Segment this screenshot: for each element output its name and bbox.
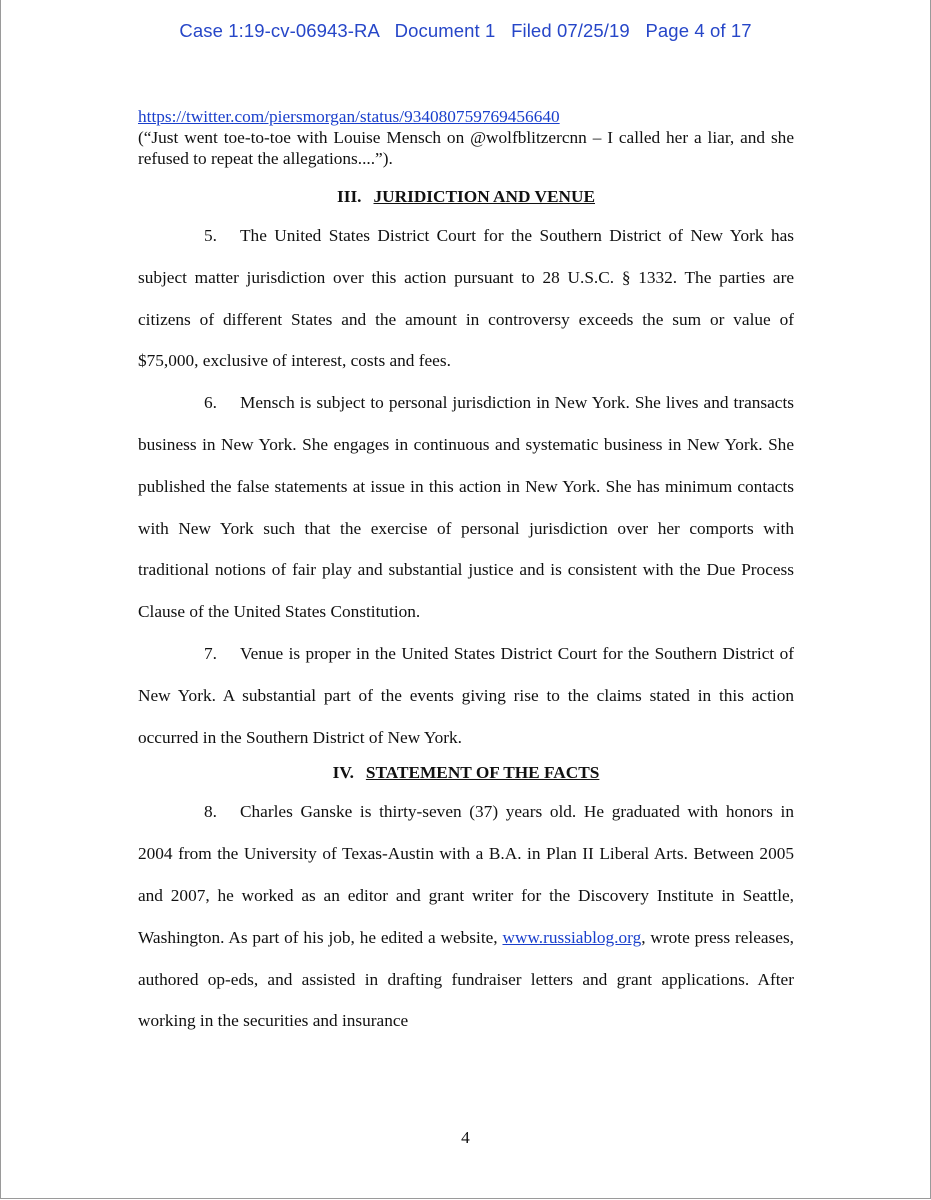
paragraph-number: 6.: [204, 393, 217, 413]
section-title: STATEMENT OF THE FACTS: [365, 763, 600, 783]
paragraph-text: Venue is proper in the United States District Court for the Southern District of New York. A substantial part of the events giving rise to the claims stated in this action occurred in the Southern District of New York.: [138, 643, 794, 747]
paragraph-6: [138, 382, 794, 633]
document-body: [138, 106, 794, 1042]
paragraph-text: The United States District Court for the Southern District of New York has subject matter jurisdiction over this action pursuant to 28 U.S.C. § 1332. The parties are citizens of different States and the amount in controversy exceeds the sum or value of $75,000, exclusive of interest, costs and fees.: [138, 226, 794, 371]
russiablog-link[interactable]: www.russiablog.org: [502, 927, 642, 947]
paragraph-number: 5.: [204, 226, 217, 245]
tweet-citation: [138, 106, 794, 127]
paragraph-text: Charles Ganske is thirty-seven (37) years old. He graduated with honors in 2004 from the University of Texas-Austin with a B.A. in Plan II Liberal Arts. Between 2005 and 2007, he worked as an editor and grant writer for the Discovery Institute in Seattle, Washington. As part of his job, he edited a website,: [138, 802, 794, 947]
section-title: JURIDICTION AND VENUE: [373, 187, 595, 206]
section-number: IV.: [332, 763, 354, 783]
section-number: III.: [337, 187, 362, 206]
tweet-link[interactable]: https://twitter.com/piersmorgan/status/934080759769456640: [138, 107, 560, 126]
section-heading-jurisdiction: [138, 186, 794, 208]
paragraph-7: [138, 633, 794, 758]
page-number: 4: [461, 1128, 470, 1147]
paragraph-text: Mensch is subject to personal jurisdiction in New York. She lives and transacts business in New York. She engages in continuous and systematic business in New York. She published the false statements at issue in this action in New York. She has minimum contacts with New York such that the exercise of personal jurisdiction over her comports with traditional notions of fair play and substantial justice and is consistent with the Due Process Clause of the United States Constitution.: [138, 393, 794, 622]
case-header: Case 1:19-cv-06943-RA Document 1 Filed 07/25/19 Page 4 of 17: [179, 20, 752, 41]
paragraph-number: 8.: [204, 802, 217, 822]
paragraph-8: [138, 791, 794, 1042]
tweet-quote: (“Just went toe-to-toe with Louise Mensch on @wolfblitzercnn – I called her a liar, and she refused to repeat the allegations....”).: [138, 128, 794, 168]
paragraph-number: 7.: [204, 643, 217, 663]
paragraph-text-continued: , wrote press releases, authored op-eds, and assisted in drafting fundraiser letters and grant applications. After working in the securities and insurance: [138, 927, 794, 1031]
section-heading-facts: [138, 762, 794, 784]
paragraph-5: [138, 215, 794, 382]
